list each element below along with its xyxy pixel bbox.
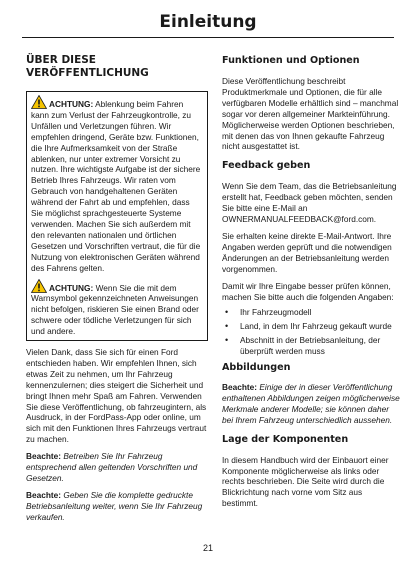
warning-1-label: ACHTUNG: <box>49 99 94 109</box>
list-item: • Land, in dem Ihr Fahrzeug gekauft wurde <box>222 321 400 332</box>
feedback-email-link[interactable]: OWNERMANUALFEEDBACK@ford.com. <box>222 214 377 225</box>
warning-2-label: ACHTUNG: <box>49 282 94 293</box>
images-note-text: Einige der in dieser Veröffentlichung enthaltenen Abbildungen zeigen möglicherweise Merkmale anderer Modelle; sie können daher bei Ihrem Fahrzeug unterschiedlich aussehen. <box>222 382 400 425</box>
warning-paragraph-2 <box>31 279 203 338</box>
list-item: • Abschnitt in der Betriebsanleitung, der überprüft werden muss <box>222 335 400 357</box>
note-paragraph-1 <box>26 451 208 484</box>
note-paragraph-2 <box>26 490 208 523</box>
warning-triangle-icon <box>31 279 47 293</box>
left-column <box>26 50 208 523</box>
section-title-feedback: Feedback geben <box>222 160 311 172</box>
warning-triangle-icon <box>31 95 47 109</box>
page-number: 21 <box>202 543 213 553</box>
images-note-paragraph <box>222 382 400 426</box>
note-1-text: Betreiben Sie Ihr Fahrzeug entsprechend allen geltenden Vorschriften und Gesetzen. <box>26 451 198 483</box>
section-title-position: Lage der Komponenten <box>222 433 349 445</box>
functions-paragraph: Diese Veröffentlichung beschreibt Produktmerkmale und Optionen, die für alle verfügbaren Modelle erhältlich sind – manchmal sogar vor deren allgemeiner Markteinführung. Möglicherweise werden Optionen beschrieben, mit denen das von Ihnen gekaufte Fahrzeug nicht ausgestattet ist. <box>222 76 399 152</box>
note-2-label: Beachte: <box>26 489 62 500</box>
feedback-paragraph-1 <box>222 181 400 225</box>
warning-paragraph-1 <box>31 95 203 274</box>
note-1-label: Beachte: <box>26 451 62 462</box>
position-paragraph: In diesem Handbuch wird der Einbauort einer Komponente möglicherweise als links oder rechts beschrieben. Die Seite wird durch die Blickrichtung nach vorne vom Sitz aus bestimmt. <box>222 454 389 509</box>
feedback-list <box>222 307 400 357</box>
feedback-paragraph-2: Sie erhalten keine direkte E-Mail-Antwort. Ihre Angaben werden geprüft und die notwendigen Änderungen an der Betriebsanleitung werden vorgenommen. <box>222 230 392 274</box>
feedback-text-1: Wenn Sie dem Team, das die Betriebsanleitung erstellt hat, Feedback geben möchten, senden Sie bitte eine E-Mail an <box>222 181 397 214</box>
section-title-publication: ÜBER DIESE VERÖFFENTLICHUNG <box>26 54 149 79</box>
section-title-functions: Funktionen und Optionen <box>222 55 360 66</box>
warning-2-text: Wenn Sie die mit dem Warnsymbol gekennzeichneten Anweisungen nicht befolgen, riskieren Sie einen Brand oder schwere oder tödliche Verletzungen für sich und andere. <box>31 282 199 337</box>
warning-1-text: Ablenkung beim Fahren kann zum Verlust der Fahrzeugkontrolle, zu Unfällen und Verletzungen führen. Wir empfehlen dringend, Geräte bzw. Funktionen, die Ihre Aufmerksamkeit von der Straße ablenken, nur unter extremer Vorsicht zu nutzen. Ihre wichtigste Aufgabe ist der sichere Betrieb Ihres Fahrzeugs. Wir raten vom Gebrauch von handgehaltenen Geräten während der Fahrt ab und empfehlen, dass Sie möglichst sprachgesteuerte Systeme verwenden. Machen Sie sich außerdem mit den relevanten nationalen und örtlichen Gesetzen und Vorschriften vertraut, die für die Nutzung von elektronischen Geräten während des Fahrens gelten. <box>31 99 201 273</box>
images-note-label: Beachte: <box>222 382 258 393</box>
intro-paragraph: Vielen Dank, dass Sie sich für einen Ford entschieden haben. Wir empfehlen Ihnen, sich etwas Zeit zu nehmen, um Ihr Fahrzeug kennenzulernen; dies steigert die Sicherheit und bringt Ihnen mehr Spaß am Fahren. Verwenden Sie diese Veröffentlichung, ob fahrzeugintern, als Ausdruck, in der FordPass-App oder online, um sich mit den Funktionen Ihres Fahrzeugs vertraut zu machen. <box>26 347 207 445</box>
list-item: • Ihr Fahrzeugmodell <box>222 307 400 318</box>
header-divider <box>22 37 394 38</box>
page-header <box>0 0 416 38</box>
note-2-text: Geben Sie die komplette gedruckte Betriebsanleitung weiter, wenn Sie Ihr Fahrzeug verkaufen. <box>26 489 203 522</box>
warning-box <box>26 91 208 341</box>
page-title: Einleitung <box>159 12 257 32</box>
feedback-paragraph-3: Damit wir Ihre Eingabe besser prüfen können, machen Sie bitte auch die folgenden Angaben: <box>222 280 394 302</box>
section-title-images: Abbildungen <box>222 362 291 374</box>
right-column <box>222 50 400 509</box>
